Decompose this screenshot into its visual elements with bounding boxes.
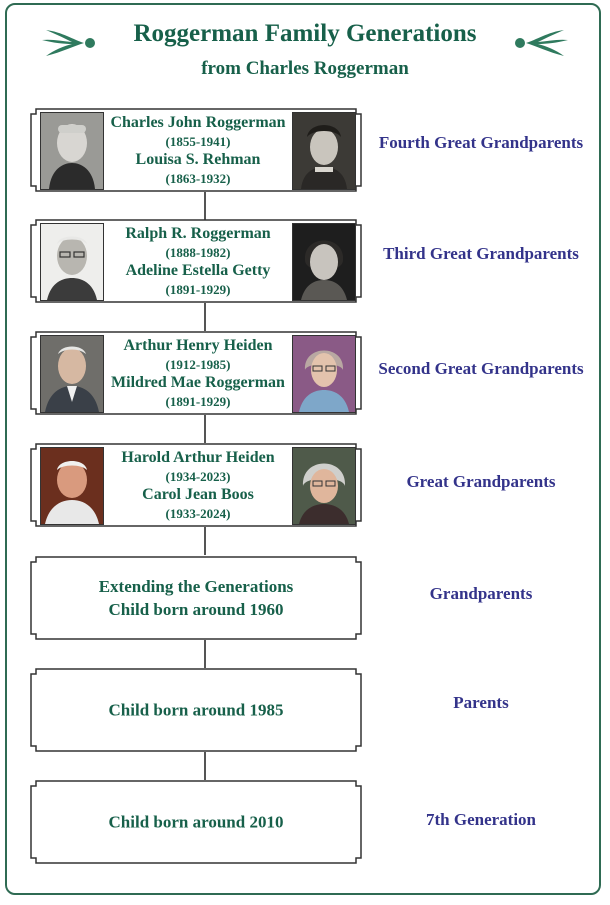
person-dates: (1888-1982) — [165, 245, 231, 260]
generation-label: Parents — [453, 693, 509, 712]
person-name: Charles John Roggerman — [110, 114, 286, 131]
generation-text — [30, 668, 362, 752]
person-dates: (1934-2023) — [165, 469, 231, 484]
generation-text — [30, 556, 362, 640]
portrait-photo — [292, 335, 356, 413]
portrait-photo — [292, 447, 356, 525]
person-dates: (1912-1985) — [165, 357, 231, 372]
generation-line: Child born around 1985 — [108, 700, 284, 720]
person-name: Louisa S. Rehman — [135, 151, 261, 168]
connector-line — [204, 415, 206, 443]
person-dates: (1891-1929) — [165, 282, 231, 297]
person-name: Adeline Estella Getty — [125, 262, 271, 279]
person-name: Carol Jean Boos — [142, 486, 254, 503]
portrait-photo — [292, 112, 356, 190]
generation-label: Second Great Grandparents — [378, 359, 584, 378]
generation-label: Grandparents — [429, 584, 533, 603]
person-name: Arthur Henry Heiden — [123, 337, 273, 354]
connector-line — [204, 303, 206, 331]
person-name: Ralph R. Roggerman — [125, 225, 271, 242]
generation-box-3 — [30, 331, 362, 415]
generation-line: Child born around 2010 — [108, 812, 284, 832]
generation-text — [30, 780, 362, 864]
generation-label: 7th Generation — [425, 810, 537, 829]
generation-box-6 — [30, 668, 362, 752]
connector-line — [204, 192, 206, 220]
generation-box-2 — [30, 219, 362, 303]
portrait-photo — [292, 223, 356, 301]
generation-box-4 — [30, 443, 362, 527]
generation-label: Third Great Grandparents — [383, 244, 579, 263]
portrait-photo — [40, 335, 104, 413]
person-name: Mildred Mae Roggerman — [111, 374, 285, 391]
connector-line — [204, 752, 206, 780]
person-dates: (1855-1941) — [165, 134, 231, 149]
portrait-photo — [40, 447, 104, 525]
couple-text — [108, 219, 288, 303]
person-name: Harold Arthur Heiden — [121, 449, 275, 466]
generation-label: Great Grandparents — [406, 472, 556, 491]
connector-line — [204, 640, 206, 668]
person-dates: (1863-1932) — [165, 171, 231, 186]
generation-box-5 — [30, 556, 362, 640]
connector-line — [204, 527, 206, 555]
page-title: Roggerman Family Generations — [133, 20, 477, 47]
generation-box-1 — [30, 108, 362, 192]
generation-line: Extending the Generations — [98, 577, 294, 596]
portrait-photo — [40, 112, 104, 190]
person-dates: (1933-2024) — [165, 506, 231, 521]
portrait-photo — [40, 223, 104, 301]
page-subtitle: from Charles Roggerman — [201, 58, 409, 79]
couple-text — [108, 108, 288, 192]
person-dates: (1891-1929) — [165, 394, 231, 409]
generation-label: Fourth Great Grandparents — [378, 133, 584, 152]
generation-line: Child born around 1960 — [108, 600, 284, 619]
couple-text — [108, 331, 288, 415]
couple-text — [108, 443, 288, 527]
generation-box-7 — [30, 780, 362, 864]
